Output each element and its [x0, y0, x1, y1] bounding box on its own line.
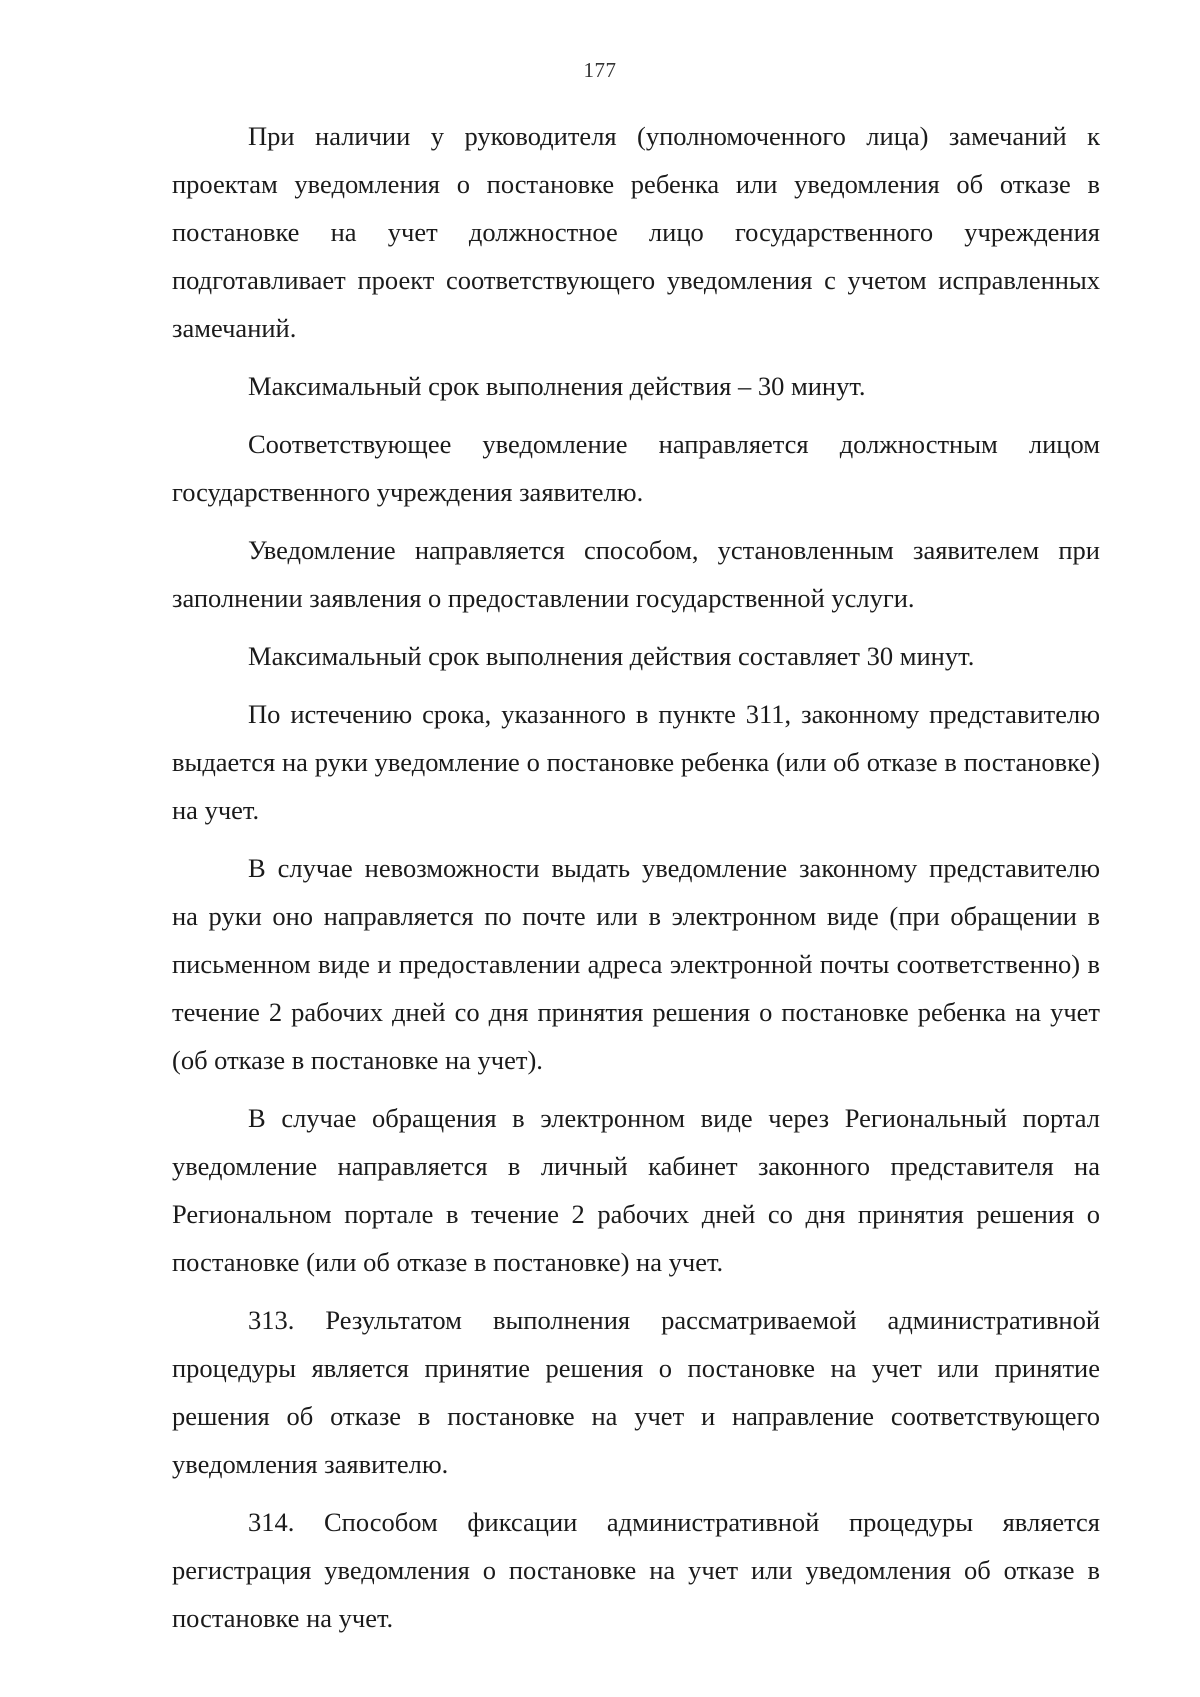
- paragraph-issue-in-person: По истечению срока, указанного в пункте 311, законному представителю выдается на руки уведомление о постановке ребенка (или об отказе в постановке) на учет.: [172, 699, 1100, 825]
- paragraph-314-fixation: 314. Способом фиксации административной процедуры является регистрация уведомления о постановке на учет или уведомления об отказе в постановке на учет.: [172, 1507, 1100, 1633]
- paragraph-notice-sent: Соответствующее уведомление направляется должностным лицом государственного учреждения заявителю.: [172, 429, 1100, 507]
- paragraph-regional-portal: В случае обращения в электронном виде через Региональный портал уведомление направляется в личный кабинет законного представителя на Региональном портале в течение 2 рабочих дней со дня принятия решения о постановке (или об отказе в постановке) на учет.: [172, 1103, 1100, 1277]
- page-number: 177: [583, 58, 617, 82]
- paragraph-remarks-revision: При наличии у руководителя (уполномоченного лица) замечаний к проектам уведомления о постановке ребенка или уведомления об отказе в постановке на учет должностное лицо государственного учреждения подготавливает проект соответствующего уведомления с учетом исправленных замечаний.: [172, 121, 1100, 343]
- paragraph-max-time-30-min: Максимальный срок выполнения действия – 30 минут.: [248, 371, 866, 401]
- paragraph-max-time-action: Максимальный срок выполнения действия составляет 30 минут.: [248, 641, 975, 671]
- paragraph-notice-method: Уведомление направляется способом, установленным заявителем при заполнении заявления о предоставлении государственной услуги.: [172, 535, 1100, 613]
- paragraph-313-result: 313. Результатом выполнения рассматриваемой административной процедуры является принятие решения о постановке на учет или принятие решения об отказе в постановке на учет и направление соответствующего уведомления заявителю.: [172, 1305, 1100, 1479]
- document-body: [172, 112, 1100, 1652]
- paragraph-mail-or-electronic: В случае невозможности выдать уведомление законному представителю на руки оно направляется по почте или в электронном виде (при обращении в письменном виде и предоставлении адреса электронной почты соответственно) в течение 2 рабочих дней со дня принятия решения о постановке ребенка на учет (об отказе в постановке на учет).: [172, 853, 1100, 1075]
